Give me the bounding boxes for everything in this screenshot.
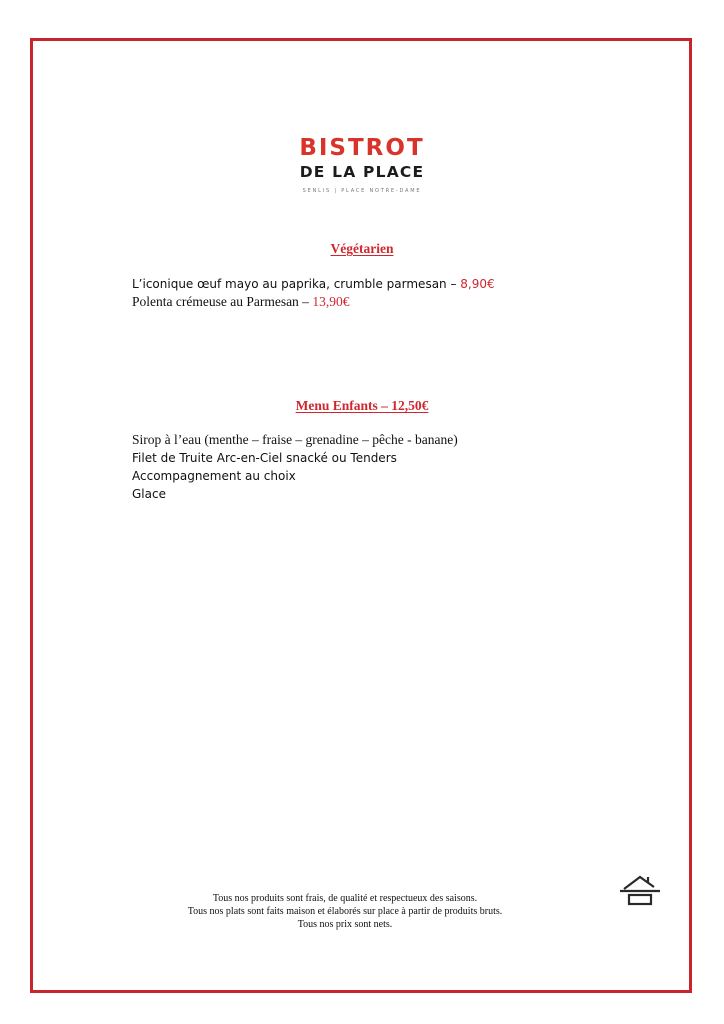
list-item	[132, 275, 495, 293]
vegetarien-list	[132, 275, 495, 311]
footer-line: Tous nos plats sont faits maison et élaborés sur place à partir de produits bruts.	[187, 906, 503, 917]
dish-price: 8,90€	[460, 277, 495, 291]
footer-line: Tous nos prix sont nets.	[297, 919, 393, 930]
section-title-menu-enfants: Menu Enfants – 12,50€	[295, 398, 429, 413]
list-item: Filet de Truite Arc-en-Ciel snacké ou Tenders	[132, 451, 397, 465]
list-item: Glace	[132, 487, 166, 501]
brand-subname: DE LA PLACE	[299, 163, 425, 181]
dish-name: L’iconique œuf mayo au paprika, crumble parmesan –	[132, 277, 461, 291]
footer-note	[0, 892, 690, 931]
house-icon	[620, 873, 660, 907]
list-item: Accompagnement au choix	[132, 469, 296, 483]
dish-name: Polenta crémeuse au Parmesan –	[132, 294, 313, 309]
footer-line: Tous nos produits sont frais, de qualité et respectueux des saisons.	[212, 893, 478, 904]
enfants-list	[132, 431, 458, 503]
list-item: Sirop à l’eau (menthe – fraise – grenadine – pêche - banane)	[132, 432, 458, 447]
brand-name: BISTROT	[299, 135, 425, 161]
list-item	[132, 293, 495, 311]
brand-location: SENLIS | PLACE NOTRE-DAME	[302, 188, 422, 194]
section-title-vegetarien: Végétarien	[330, 241, 394, 256]
brand-logo	[0, 134, 724, 194]
dish-price: 13,90€	[312, 294, 350, 309]
